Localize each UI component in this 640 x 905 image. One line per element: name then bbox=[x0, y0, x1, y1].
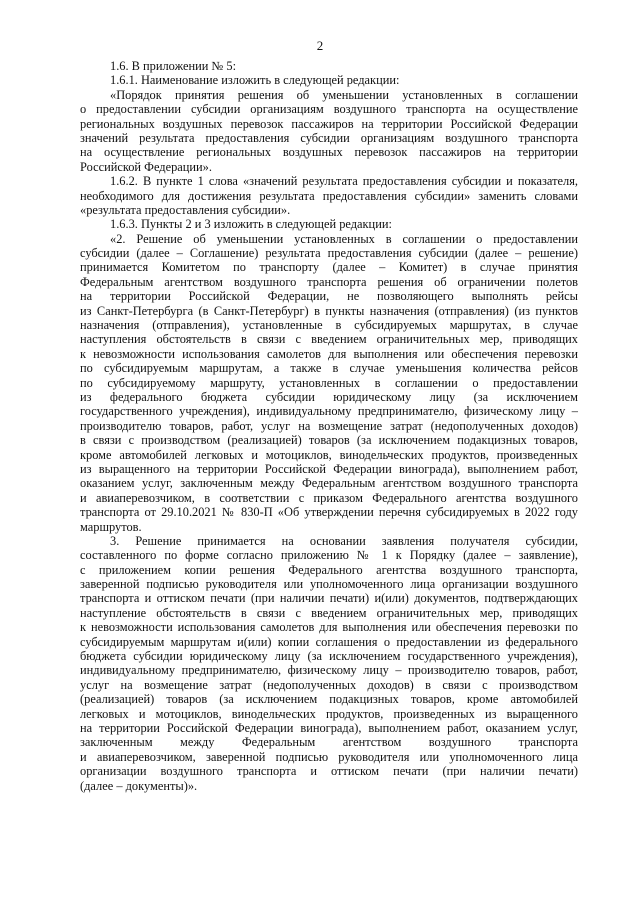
text-line: бюджета субсидии юридическому лицу (за исключением государственного учреждения), bbox=[80, 649, 578, 664]
text-line: о предоставлении субсидии организациям воздушного транспорта на осуществление bbox=[80, 102, 578, 117]
text-line: «Порядок принятия решения об уменьшении установленных в соглашении bbox=[110, 87, 578, 102]
text-line: (далее – документы)». bbox=[80, 778, 198, 793]
page-number: 2 bbox=[316, 38, 324, 53]
text-line: 1.6.2. В пункте 1 слова «значений результата предоставления субсидии и показателя, bbox=[110, 174, 578, 189]
text-line: региональных воздушных перевозок пассажиров на территории Российской Федерации bbox=[80, 116, 578, 131]
text-line: из Санкт-Петербурга (в Санкт-Петербург) в пункты назначения (отправления) (из пунктов bbox=[80, 303, 578, 318]
text-line: субсидируемым маршрутам и(или) копии соглашения о предоставлении из федерального bbox=[80, 634, 578, 649]
text-line: в связи с производством (реализацией) товаров (за исключением подакцизных товаров, bbox=[80, 433, 578, 448]
text-line: услуг на возмещение затрат (недополученных доходов) в связи с производством bbox=[80, 677, 578, 692]
text-line: организации воздушного транспорта и оттиском печати (при наличии печати) bbox=[80, 764, 578, 779]
document-body bbox=[80, 59, 578, 793]
text-line: (реализацией) товаров (за исключением подакцизных товаров, кроме автомобилей bbox=[80, 692, 578, 707]
text-line: транспорта и оттиском печати (при наличии печати) и(или) документов, подтверждающих bbox=[80, 591, 578, 606]
text-line: Российской Федерации». bbox=[80, 159, 212, 174]
text-line: 1.6.3. Пункты 2 и 3 изложить в следующей редакции: bbox=[110, 217, 392, 232]
text-line: транспорта от 29.10.2021 № 830-П «Об утверждении перечня субсидируемых в 2022 году bbox=[80, 505, 578, 520]
text-line: к невозможности использования самолетов для выполнения или обеспечения перевозки по bbox=[80, 620, 578, 635]
text-line: 1.6. В приложении № 5: bbox=[110, 59, 237, 73]
text-line: легковых и мотоциклов, винодельческих продуктов, произведенных из выращенного bbox=[80, 706, 578, 721]
text-line: назначения (отправления), установленные в субсидируемых маршрутах, в случае bbox=[80, 318, 578, 333]
text-line: составленного по форме согласно приложению № 1 к Порядку (далее – заявление), bbox=[80, 548, 578, 563]
text-line: на территории Российской Федерации, не позволяющего выполнять рейсы bbox=[80, 289, 578, 304]
text-line: к невозможности использования самолетов для выполнения или обеспечения перевозки bbox=[80, 346, 578, 361]
text-line: принимается Комитетом по транспорту (далее – Комитет) в случае принятия bbox=[80, 260, 578, 275]
text-line: государственного учреждения), индивидуальному предпринимателю, физическому лицу – bbox=[80, 404, 578, 419]
text-line: «2. Решение об уменьшении установленных в соглашении о предоставлении bbox=[110, 231, 578, 246]
text-line: 1.6.1. Наименование изложить в следующей редакции: bbox=[110, 73, 400, 88]
text-line: маршрутов. bbox=[80, 519, 142, 534]
text-line: Федеральным агентством воздушного транспорта решения об ограничении полетов bbox=[80, 274, 578, 289]
text-line: субсидии (далее – Соглашение) результата предоставления субсидии (далее – решение) bbox=[80, 246, 578, 261]
text-line: оказанием услуг, заключенным между Федеральным агентством воздушного транспорта bbox=[80, 476, 578, 491]
text-line: 3. Решение принимается на основании заявления получателя субсидии, bbox=[110, 533, 578, 548]
text-line: заключенным между Федеральным агентством воздушного транспорта bbox=[80, 735, 578, 750]
text-line: и авиаперевозчиком, заверенной подписью руководителя или уполномоченного лица bbox=[80, 749, 578, 764]
text-line: по субсидируемому маршруту, установленных в соглашении о предоставлении bbox=[80, 375, 578, 390]
text-line: производителю товаров, работ, услуг на возмещение затрат (недополученных доходов) bbox=[80, 418, 578, 433]
text-line: на территории Российской Федерации винограда), выполнением работ, оказанием услуг, bbox=[80, 720, 578, 735]
text-line: заверенной подписью руководителя или уполномоченного лица организации воздушного bbox=[80, 577, 578, 592]
text-line: на осуществление региональных воздушных перевозок пассажиров на территории bbox=[80, 145, 578, 160]
text-line: значений результата предоставления субсидии организациям воздушного транспорта bbox=[80, 130, 578, 145]
text-line: кроме автомобилей легковых и мотоциклов, винодельческих продуктов, произведенных bbox=[80, 447, 578, 462]
text-line: с приложением копии решения Федерального агентства воздушного транспорта, bbox=[80, 562, 578, 577]
text-line: и авиаперевозчиком, в соответствии с приказом Федерального агентства воздушного bbox=[80, 490, 578, 505]
text-line: индивидуальному предпринимателю, физическому лицу – производителю товаров, работ, bbox=[80, 663, 578, 678]
text-line: наступления обстоятельств в связи с введением ограничительных мер, приводящих bbox=[80, 332, 578, 347]
text-line: из выращенного на территории Российской Федерации винограда), выполнением работ, bbox=[80, 461, 578, 476]
text-line: наступление обстоятельств в связи с введением ограничительных мер, приводящих bbox=[80, 605, 578, 620]
text-line: «результата предоставления субсидии». bbox=[80, 202, 291, 217]
text-line: необходимого для достижения результата предоставления субсидии» заменить словами bbox=[80, 188, 578, 203]
text-line: из федерального бюджета субсидии юридическому лицу (за исключением bbox=[80, 389, 578, 404]
text-line: по субсидируемым маршрутам, а также в случае уменьшения количества рейсов bbox=[80, 361, 578, 376]
